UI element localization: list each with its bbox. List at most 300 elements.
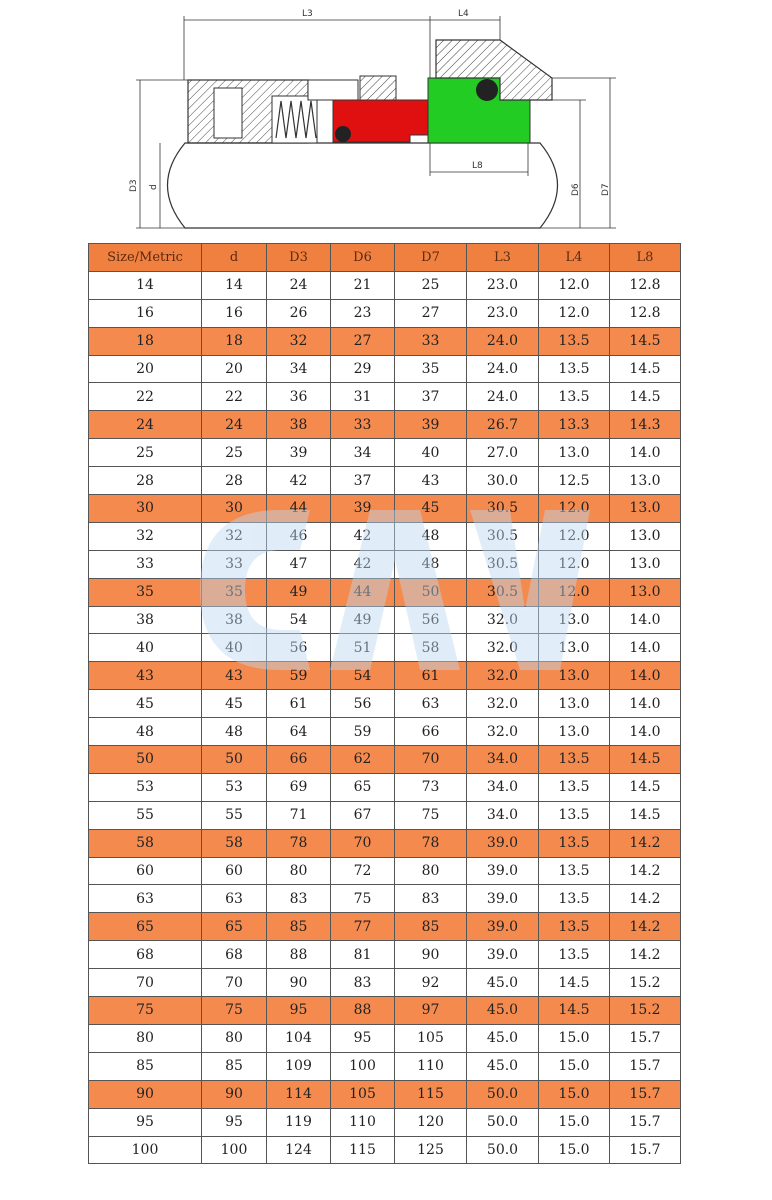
cell-d: 55 <box>202 801 267 829</box>
cell-d6: 72 <box>331 857 395 885</box>
rotating-face <box>333 100 428 142</box>
cell-l4: 13.5 <box>539 746 610 774</box>
cell-l8: 15.7 <box>610 1080 681 1108</box>
cell-d: 32 <box>202 522 267 550</box>
cell-d: 16 <box>202 299 267 327</box>
table-row <box>89 271 681 299</box>
header-d7: D7 <box>395 244 467 272</box>
table-row <box>89 773 681 801</box>
cell-l3: 24.0 <box>467 355 539 383</box>
cell-l3: 39.0 <box>467 857 539 885</box>
cell-l4: 13.5 <box>539 327 610 355</box>
label-d7: D7 <box>601 183 611 196</box>
cell-d3: 66 <box>267 746 331 774</box>
cell-l8: 14.2 <box>610 885 681 913</box>
cell-d7: 58 <box>395 634 467 662</box>
cell-l8: 12.8 <box>610 299 681 327</box>
cell-d7: 40 <box>395 439 467 467</box>
table-row <box>89 1136 681 1164</box>
cell-l4: 13.5 <box>539 829 610 857</box>
cell-l4: 15.0 <box>539 1052 610 1080</box>
cell-d7: 56 <box>395 606 467 634</box>
table-row <box>89 606 681 634</box>
cell-l4: 13.0 <box>539 662 610 690</box>
table-row <box>89 829 681 857</box>
table-row <box>89 578 681 606</box>
table-row <box>89 969 681 997</box>
cell-d: 35 <box>202 578 267 606</box>
cell-l4: 15.0 <box>539 1024 610 1052</box>
cell-d6: 105 <box>331 1080 395 1108</box>
cell-d: 45 <box>202 690 267 718</box>
label-d6: D6 <box>571 183 581 196</box>
cell-size-metric: 53 <box>89 773 202 801</box>
cell-l3: 45.0 <box>467 969 539 997</box>
cell-d3: 26 <box>267 299 331 327</box>
cell-l8: 15.2 <box>610 969 681 997</box>
cell-size-metric: 35 <box>89 578 202 606</box>
table-row <box>89 885 681 913</box>
cell-size-metric: 48 <box>89 718 202 746</box>
cell-d: 65 <box>202 913 267 941</box>
cell-d6: 37 <box>331 467 395 495</box>
cell-l4: 12.0 <box>539 299 610 327</box>
cell-d3: 44 <box>267 495 331 523</box>
cell-d7: 97 <box>395 997 467 1025</box>
table-row <box>89 411 681 439</box>
cell-d7: 48 <box>395 550 467 578</box>
cell-d: 63 <box>202 885 267 913</box>
cell-d3: 38 <box>267 411 331 439</box>
cell-d6: 29 <box>331 355 395 383</box>
cell-d3: 59 <box>267 662 331 690</box>
cell-l4: 13.5 <box>539 773 610 801</box>
cell-d6: 27 <box>331 327 395 355</box>
cell-d7: 35 <box>395 355 467 383</box>
cell-l8: 14.0 <box>610 718 681 746</box>
table-row <box>89 801 681 829</box>
cell-size-metric: 33 <box>89 550 202 578</box>
cell-d: 70 <box>202 969 267 997</box>
cell-d: 33 <box>202 550 267 578</box>
cell-size-metric: 55 <box>89 801 202 829</box>
cell-l3: 30.5 <box>467 550 539 578</box>
cell-d: 85 <box>202 1052 267 1080</box>
cell-d6: 95 <box>331 1024 395 1052</box>
cell-size-metric: 68 <box>89 941 202 969</box>
cell-l8: 14.0 <box>610 606 681 634</box>
cell-l4: 13.0 <box>539 690 610 718</box>
cell-d3: 119 <box>267 1108 331 1136</box>
cell-size-metric: 58 <box>89 829 202 857</box>
label-d3: D3 <box>129 179 139 192</box>
cell-d6: 115 <box>331 1136 395 1164</box>
table-row <box>89 299 681 327</box>
cell-l3: 34.0 <box>467 773 539 801</box>
cell-size-metric: 90 <box>89 1080 202 1108</box>
header-d3: D3 <box>267 244 331 272</box>
cell-size-metric: 30 <box>89 495 202 523</box>
cell-l8: 12.8 <box>610 271 681 299</box>
cell-l3: 23.0 <box>467 271 539 299</box>
cell-d7: 115 <box>395 1080 467 1108</box>
cell-d7: 61 <box>395 662 467 690</box>
cell-d3: 85 <box>267 913 331 941</box>
label-l3: L3 <box>302 9 313 19</box>
cell-d: 53 <box>202 773 267 801</box>
cell-l4: 14.5 <box>539 969 610 997</box>
cell-l8: 15.7 <box>610 1052 681 1080</box>
cell-d7: 85 <box>395 913 467 941</box>
cell-l8: 14.0 <box>610 634 681 662</box>
cell-l3: 45.0 <box>467 1052 539 1080</box>
cell-d7: 37 <box>395 383 467 411</box>
cell-d6: 56 <box>331 690 395 718</box>
cell-d6: 65 <box>331 773 395 801</box>
cell-d3: 54 <box>267 606 331 634</box>
cell-d: 40 <box>202 634 267 662</box>
cell-l8: 14.5 <box>610 327 681 355</box>
cell-l3: 34.0 <box>467 746 539 774</box>
cell-l4: 12.5 <box>539 467 610 495</box>
cell-d: 48 <box>202 718 267 746</box>
cell-d: 68 <box>202 941 267 969</box>
cell-d7: 105 <box>395 1024 467 1052</box>
cell-l8: 15.7 <box>610 1024 681 1052</box>
cell-l3: 34.0 <box>467 801 539 829</box>
cell-l3: 45.0 <box>467 997 539 1025</box>
table-row <box>89 857 681 885</box>
table-row <box>89 690 681 718</box>
cell-d6: 83 <box>331 969 395 997</box>
cell-d6: 34 <box>331 439 395 467</box>
cell-d: 58 <box>202 829 267 857</box>
cell-l3: 39.0 <box>467 829 539 857</box>
cell-d3: 88 <box>267 941 331 969</box>
cell-size-metric: 43 <box>89 662 202 690</box>
cell-d3: 56 <box>267 634 331 662</box>
cell-d7: 27 <box>395 299 467 327</box>
cell-l8: 15.7 <box>610 1136 681 1164</box>
cell-d: 20 <box>202 355 267 383</box>
cell-d3: 71 <box>267 801 331 829</box>
cell-d6: 49 <box>331 606 395 634</box>
cell-l3: 45.0 <box>467 1024 539 1052</box>
cell-d6: 88 <box>331 997 395 1025</box>
cell-size-metric: 50 <box>89 746 202 774</box>
table-row <box>89 383 681 411</box>
cell-l3: 30.0 <box>467 467 539 495</box>
cell-d3: 46 <box>267 522 331 550</box>
table-row <box>89 997 681 1025</box>
cell-l8: 13.0 <box>610 550 681 578</box>
cell-size-metric: 63 <box>89 885 202 913</box>
cell-d: 43 <box>202 662 267 690</box>
cell-l3: 32.0 <box>467 718 539 746</box>
cell-l8: 13.0 <box>610 522 681 550</box>
cell-l3: 30.5 <box>467 495 539 523</box>
header-l8: L8 <box>610 244 681 272</box>
cell-size-metric: 14 <box>89 271 202 299</box>
cell-d6: 110 <box>331 1108 395 1136</box>
cell-d7: 50 <box>395 578 467 606</box>
cell-d7: 48 <box>395 522 467 550</box>
table-row <box>89 355 681 383</box>
cell-l4: 14.5 <box>539 997 610 1025</box>
header-l3: L3 <box>467 244 539 272</box>
cell-d6: 31 <box>331 383 395 411</box>
cell-l3: 30.5 <box>467 522 539 550</box>
cell-d6: 81 <box>331 941 395 969</box>
cell-size-metric: 32 <box>89 522 202 550</box>
cell-d6: 77 <box>331 913 395 941</box>
table-row <box>89 495 681 523</box>
cell-d3: 47 <box>267 550 331 578</box>
cell-l4: 12.0 <box>539 271 610 299</box>
cell-size-metric: 18 <box>89 327 202 355</box>
cell-l4: 12.0 <box>539 495 610 523</box>
cell-l8: 13.0 <box>610 495 681 523</box>
cell-l8: 14.5 <box>610 801 681 829</box>
cell-l8: 13.0 <box>610 467 681 495</box>
label-l8: L8 <box>472 161 483 171</box>
cell-l3: 24.0 <box>467 383 539 411</box>
seal-cross-section-drawing <box>0 0 772 240</box>
cell-d: 18 <box>202 327 267 355</box>
retainer <box>308 76 396 100</box>
cell-d: 100 <box>202 1136 267 1164</box>
table-row <box>89 327 681 355</box>
cell-d3: 49 <box>267 578 331 606</box>
shaft <box>168 143 558 228</box>
cell-d7: 75 <box>395 801 467 829</box>
cell-l3: 32.0 <box>467 606 539 634</box>
label-l4: L4 <box>458 9 469 19</box>
cell-d3: 34 <box>267 355 331 383</box>
table-row <box>89 1024 681 1052</box>
table-row <box>89 941 681 969</box>
table-header-row <box>89 244 681 272</box>
cell-l8: 14.2 <box>610 857 681 885</box>
cell-d7: 33 <box>395 327 467 355</box>
cell-d3: 61 <box>267 690 331 718</box>
cell-d6: 75 <box>331 885 395 913</box>
table-row <box>89 439 681 467</box>
cell-d7: 90 <box>395 941 467 969</box>
cell-d3: 78 <box>267 829 331 857</box>
cell-d6: 62 <box>331 746 395 774</box>
cell-l3: 26.7 <box>467 411 539 439</box>
cell-d: 28 <box>202 467 267 495</box>
cell-l4: 12.0 <box>539 550 610 578</box>
cell-size-metric: 100 <box>89 1136 202 1164</box>
cell-l8: 14.5 <box>610 355 681 383</box>
cell-l8: 14.0 <box>610 662 681 690</box>
table-row <box>89 746 681 774</box>
cell-d3: 64 <box>267 718 331 746</box>
cell-d: 25 <box>202 439 267 467</box>
table-row <box>89 662 681 690</box>
cell-size-metric: 22 <box>89 383 202 411</box>
cell-size-metric: 45 <box>89 690 202 718</box>
header-l4: L4 <box>539 244 610 272</box>
cell-d3: 69 <box>267 773 331 801</box>
cell-l3: 39.0 <box>467 913 539 941</box>
dimension-table <box>88 243 681 1164</box>
cell-l4: 13.5 <box>539 383 610 411</box>
cell-d6: 54 <box>331 662 395 690</box>
table-row <box>89 550 681 578</box>
table-body <box>89 271 681 1164</box>
cell-d7: 92 <box>395 969 467 997</box>
cell-d: 75 <box>202 997 267 1025</box>
cell-l3: 27.0 <box>467 439 539 467</box>
cell-d7: 43 <box>395 467 467 495</box>
cell-l4: 13.5 <box>539 885 610 913</box>
cell-size-metric: 40 <box>89 634 202 662</box>
spring-housing <box>188 80 317 143</box>
cell-d3: 109 <box>267 1052 331 1080</box>
cell-l4: 15.0 <box>539 1080 610 1108</box>
cell-d3: 80 <box>267 857 331 885</box>
cell-l3: 39.0 <box>467 941 539 969</box>
cell-d7: 63 <box>395 690 467 718</box>
cell-l8: 14.3 <box>610 411 681 439</box>
header-size-metric: Size/Metric <box>89 244 202 272</box>
cell-l8: 14.5 <box>610 383 681 411</box>
cell-l4: 12.0 <box>539 578 610 606</box>
cell-l3: 32.0 <box>467 662 539 690</box>
cell-l4: 13.5 <box>539 941 610 969</box>
cell-d3: 42 <box>267 467 331 495</box>
cell-d3: 124 <box>267 1136 331 1164</box>
cell-l3: 50.0 <box>467 1136 539 1164</box>
table-row <box>89 522 681 550</box>
cell-d: 50 <box>202 746 267 774</box>
cell-d: 38 <box>202 606 267 634</box>
cell-l4: 12.0 <box>539 522 610 550</box>
cell-d3: 83 <box>267 885 331 913</box>
label-d: d <box>149 184 159 190</box>
cell-d7: 70 <box>395 746 467 774</box>
cell-size-metric: 70 <box>89 969 202 997</box>
cell-size-metric: 80 <box>89 1024 202 1052</box>
cell-l4: 13.5 <box>539 913 610 941</box>
cell-d: 60 <box>202 857 267 885</box>
cell-d7: 83 <box>395 885 467 913</box>
cell-size-metric: 16 <box>89 299 202 327</box>
cell-l8: 13.0 <box>610 578 681 606</box>
cell-size-metric: 25 <box>89 439 202 467</box>
table-row <box>89 1080 681 1108</box>
cell-d7: 73 <box>395 773 467 801</box>
cell-d3: 36 <box>267 383 331 411</box>
cell-d: 95 <box>202 1108 267 1136</box>
cell-d7: 80 <box>395 857 467 885</box>
cell-l4: 13.5 <box>539 857 610 885</box>
cell-l8: 14.5 <box>610 746 681 774</box>
cell-d6: 42 <box>331 550 395 578</box>
cell-l4: 15.0 <box>539 1108 610 1136</box>
cell-l3: 50.0 <box>467 1108 539 1136</box>
cell-d3: 24 <box>267 271 331 299</box>
cell-d6: 59 <box>331 718 395 746</box>
cell-d3: 32 <box>267 327 331 355</box>
cell-l4: 13.0 <box>539 606 610 634</box>
cell-d6: 21 <box>331 271 395 299</box>
cell-d7: 78 <box>395 829 467 857</box>
cell-d: 14 <box>202 271 267 299</box>
cell-d6: 33 <box>331 411 395 439</box>
cell-size-metric: 24 <box>89 411 202 439</box>
cell-size-metric: 60 <box>89 857 202 885</box>
cell-d3: 104 <box>267 1024 331 1052</box>
cell-l8: 15.7 <box>610 1108 681 1136</box>
table-row <box>89 1108 681 1136</box>
cell-d: 80 <box>202 1024 267 1052</box>
cell-l3: 23.0 <box>467 299 539 327</box>
cell-l8: 14.2 <box>610 829 681 857</box>
cell-d6: 39 <box>331 495 395 523</box>
table-row <box>89 913 681 941</box>
cell-d3: 90 <box>267 969 331 997</box>
cell-d7: 110 <box>395 1052 467 1080</box>
header-d6: D6 <box>331 244 395 272</box>
cell-l3: 32.0 <box>467 690 539 718</box>
table-row <box>89 467 681 495</box>
cell-size-metric: 75 <box>89 997 202 1025</box>
cell-l4: 13.5 <box>539 801 610 829</box>
header-d: d <box>202 244 267 272</box>
cell-size-metric: 85 <box>89 1052 202 1080</box>
cell-size-metric: 38 <box>89 606 202 634</box>
cell-d6: 44 <box>331 578 395 606</box>
cell-l3: 24.0 <box>467 327 539 355</box>
cell-d6: 100 <box>331 1052 395 1080</box>
cell-l3: 32.0 <box>467 634 539 662</box>
cell-l3: 30.5 <box>467 578 539 606</box>
cell-d7: 45 <box>395 495 467 523</box>
cell-d3: 39 <box>267 439 331 467</box>
cell-d7: 120 <box>395 1108 467 1136</box>
table-row <box>89 1052 681 1080</box>
cell-l3: 39.0 <box>467 885 539 913</box>
cell-l8: 15.2 <box>610 997 681 1025</box>
cell-d7: 39 <box>395 411 467 439</box>
cell-d6: 23 <box>331 299 395 327</box>
cell-l8: 14.2 <box>610 913 681 941</box>
cell-d6: 42 <box>331 522 395 550</box>
cell-d6: 51 <box>331 634 395 662</box>
cell-d3: 95 <box>267 997 331 1025</box>
cell-d7: 125 <box>395 1136 467 1164</box>
cell-size-metric: 28 <box>89 467 202 495</box>
cell-d3: 114 <box>267 1080 331 1108</box>
cell-d: 30 <box>202 495 267 523</box>
cell-l4: 13.0 <box>539 634 610 662</box>
cell-d7: 66 <box>395 718 467 746</box>
cell-d7: 25 <box>395 271 467 299</box>
cell-d: 90 <box>202 1080 267 1108</box>
cell-l3: 50.0 <box>467 1080 539 1108</box>
cell-d6: 70 <box>331 829 395 857</box>
cell-l4: 13.3 <box>539 411 610 439</box>
cell-d: 22 <box>202 383 267 411</box>
cell-d6: 67 <box>331 801 395 829</box>
cell-size-metric: 65 <box>89 913 202 941</box>
cell-l8: 14.0 <box>610 439 681 467</box>
table-row <box>89 634 681 662</box>
